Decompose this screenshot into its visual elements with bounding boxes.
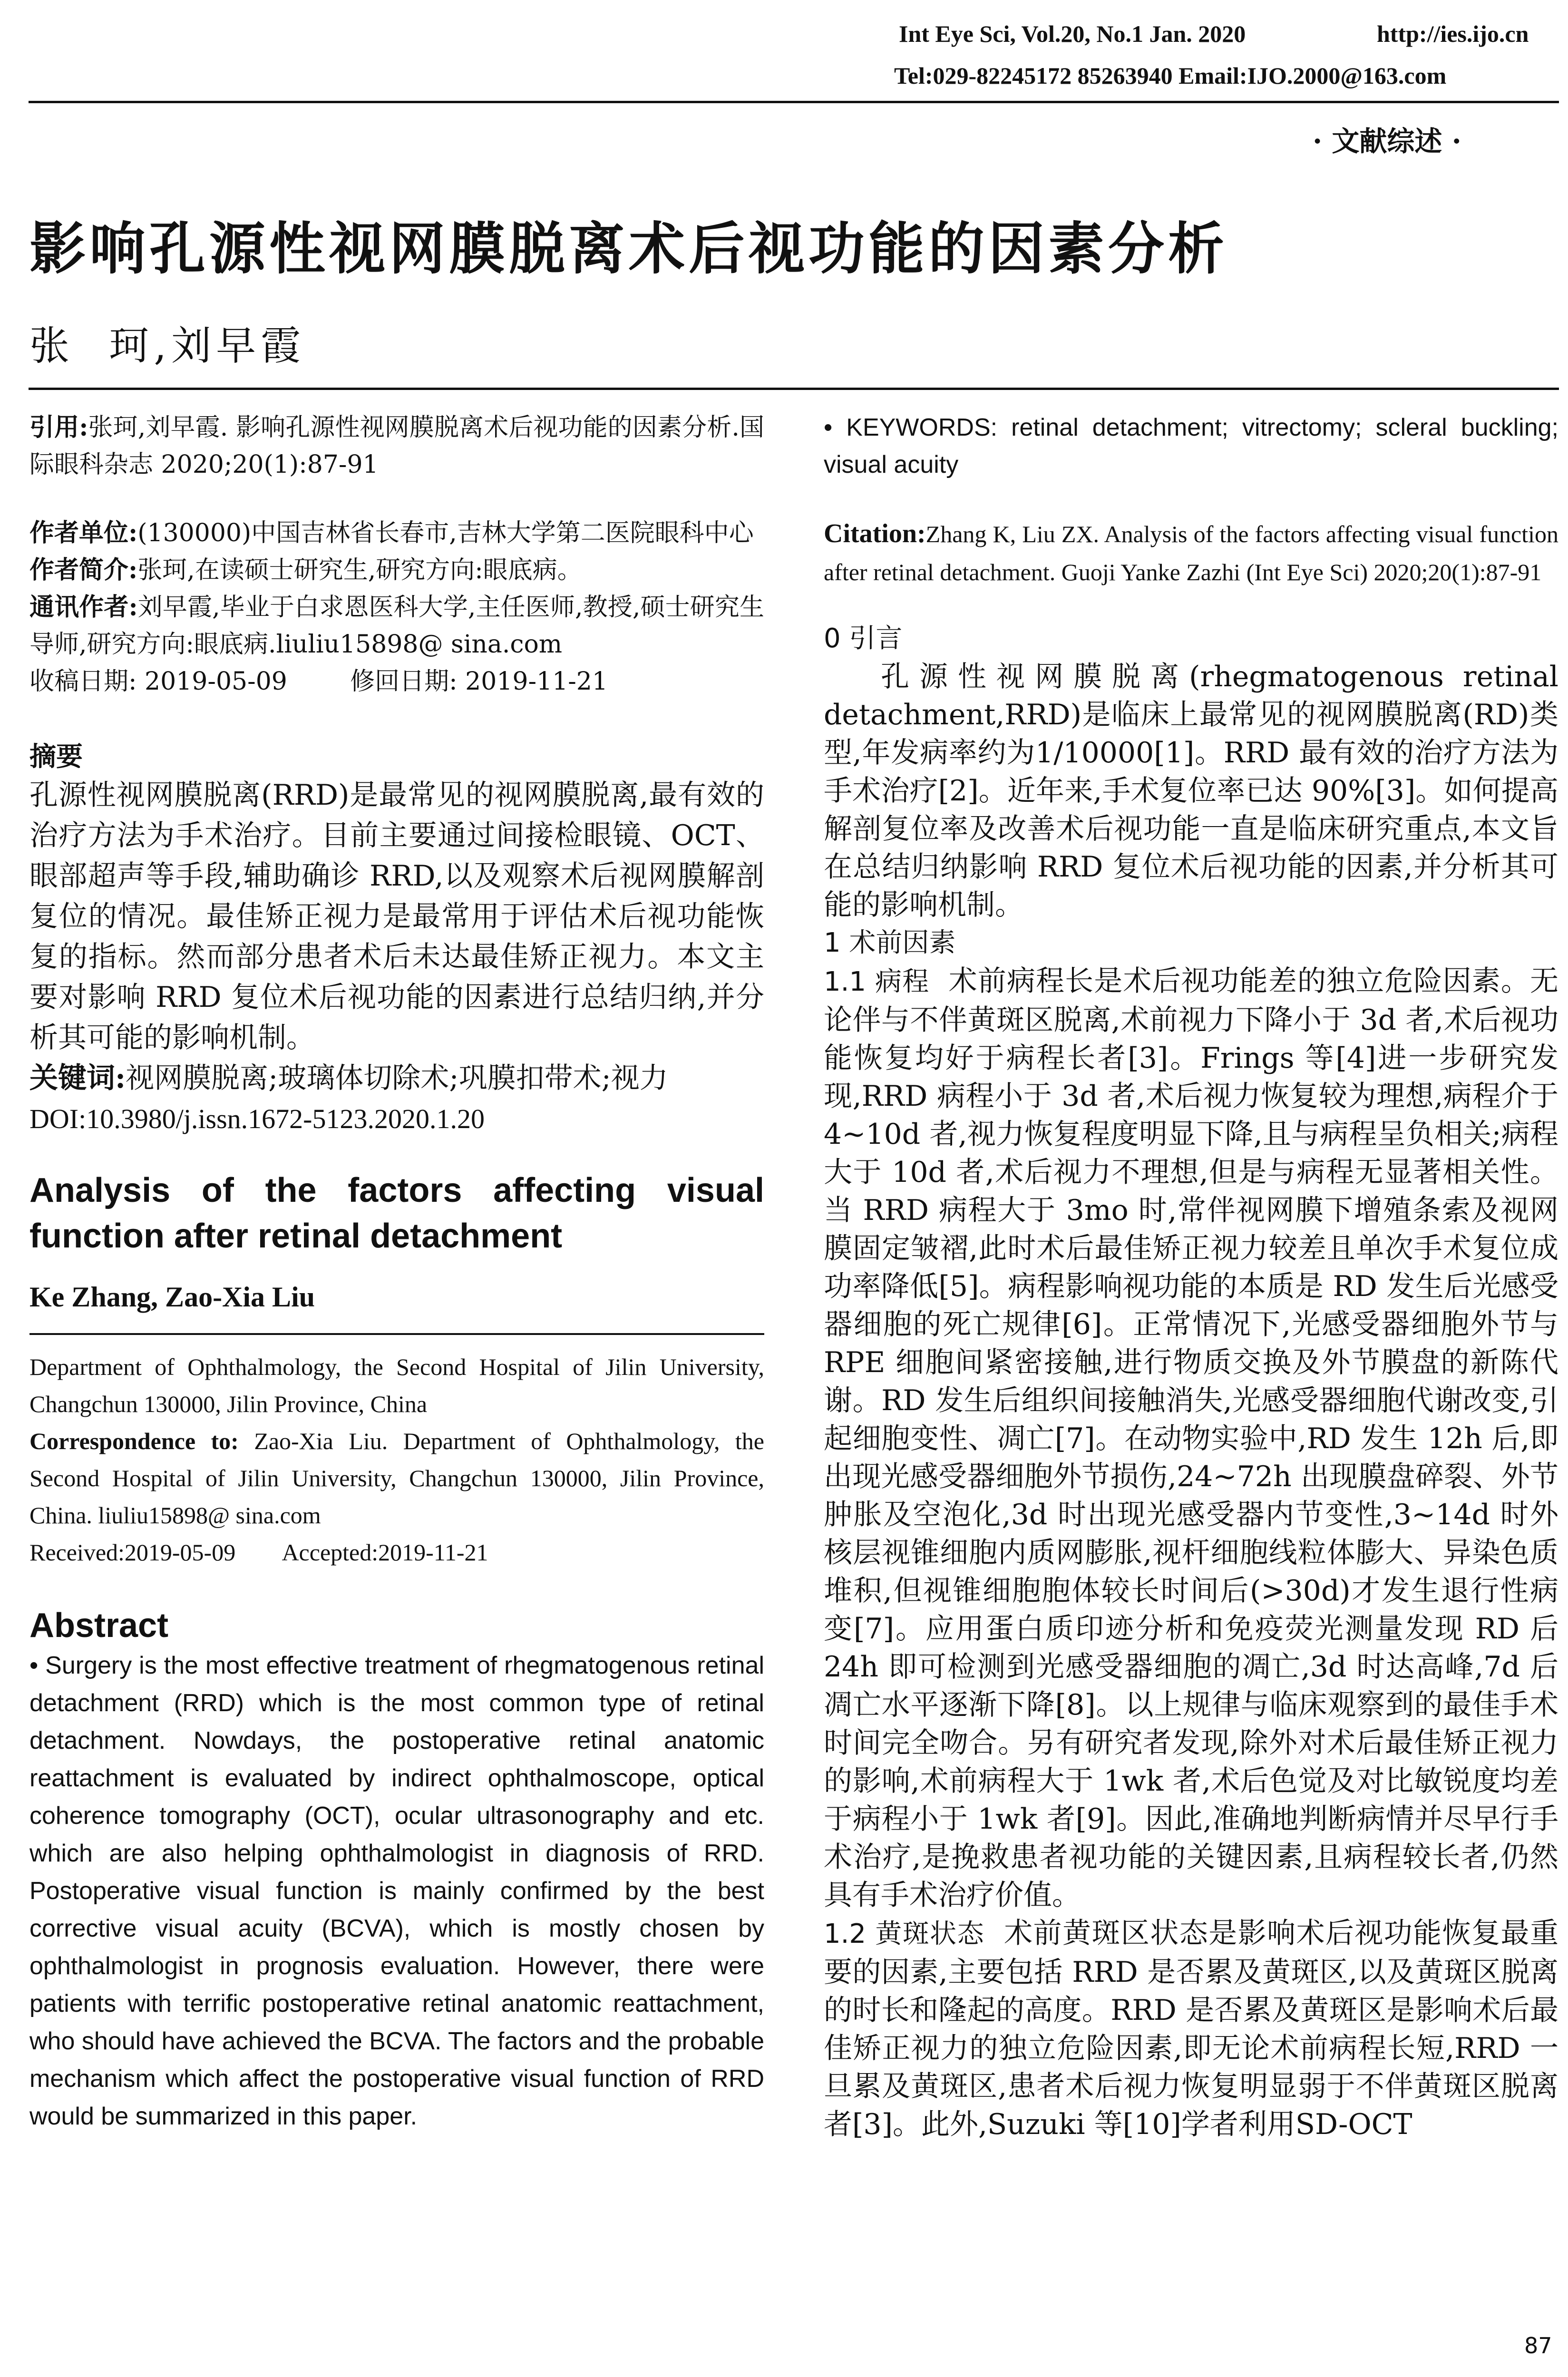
keywords-cn-label: 关键词: [29,1062,126,1095]
affiliation-label: 作者单位: [29,518,138,547]
page-title: 影响孔源性视网膜脱离术后视功能的因素分析 [29,215,1228,282]
citation-cn [29,409,764,483]
header-rule [29,101,1559,103]
correspondence-en-label: Correspondence to: [29,1428,239,1454]
journal-url: http://ies.ijo.cn [1377,20,1529,47]
right-column [824,409,1558,2143]
corresponding-author [29,589,764,663]
subsection-1-1-text: 术前病程长是术后视功能差的独立危险因素。无论伴与不伴黄斑区脱离,术前视力下降小于 3d 者,术后视功能恢复均好于病程长者[3]。Frings 等[4]进一步研究发现,RRD 病程小于 3d 者,术后视力恢复较为理想,病程介于 4~10d 者,视力恢复程度明显下降,且与病程呈负相关;病程大于 10d 者,术后视力不理想,但是与病程无显著相关性。当 RRD 病程大于 3mo 时,常伴视网膜下增殖条索及视网膜固定皱褶,此时术后最佳矫正视力较差且单次手术复位成功率降低[5]。病程影响视功能的本质是 RD 发生后光感受器细胞的死亡规律[6]。正常情况下,光感受器细胞外节与 RPE 细胞间紧密接触,进行物质交换及外节膜盘的新陈代谢。RD 发生后组织间接触消失,光感受器细胞代谢改变,引起细胞变性、凋亡[7]。在动物实验中,RD 发生 12h 后,即出现光感受器细胞外节损伤,24~72h 出现膜盘碎裂、外节肿胀及空泡化,3d 时出现光感受器内节变性,3~14d 时外核层视锥细胞内质网膨胀,视杆细胞线粒体膨大、异染色质堆积,但视锥细胞胞体较长时间后(>30d)才发生退行性病变[7]。应用蛋白质印迹分析和免疫荧光测量发现 RD 后 24h 即可检测到光感受器细胞的凋亡,3d 时达高峰,7d 后凋亡水平逐渐下降[8]。以上规律与临床观察到的最佳手术时间完全吻合。另有研究者发现,除外对术后最佳矫正视力的影响,术前病程大于 1wk 者,术后色觉及对比敏锐度均差于病程小于 1wk 者[9]。因此,准确地判断病情并尽早行手术治疗,是挽救患者视功能的关键因素,且病程较长者,仍然具有手术治疗价值。 [824,964,1558,1912]
left-column [29,409,764,2135]
section-label: · 文献综述 · [1313,125,1461,157]
doi: DOI:10.3980/j.issn.1672-5123.2020.1.20 [29,1103,485,1134]
keywords-en: • KEYWORDS: retinal detachment; vitrectomy; scleral buckling; visual acuity [824,414,1558,478]
author-bio-label: 作者简介: [29,555,138,585]
citation-cn-text: 张珂,刘早霞. 影响孔源性视网膜脱离术后视功能的因素分析.国际眼科杂志 2020;20(1):87-91 [29,413,764,479]
citation-en-text: Zhang K, Liu ZX. Analysis of the factors affecting visual function after retinal detachment. Guoji Yanke Zazhi (Int Eye Sci) 2020;20(1):87-91 [824,521,1558,585]
subsection-1-1-label: 1.1 病程 [824,966,930,997]
affiliation-en: Department of Ophthalmology, the Second Hospital of Jilin University, Changchun 130000, Jilin Province, China [29,1354,764,1417]
citation-en [824,515,1558,591]
received-dates-cn: 收稿日期: 2019-05-09 修回日期: 2019-11-21 [29,667,608,696]
correspondence-en [29,1422,764,1534]
author-bio [29,552,764,589]
keywords-cn-text: 视网膜脱离;玻璃体切除术;巩膜扣带术;视力 [126,1062,668,1095]
title-rule [29,388,1559,390]
affiliation-text: (130000)中国吉林省长春市,吉林大学第二医院眼科中心 [137,519,754,547]
authors-en: Ke Zhang, Zao-Xia Liu [29,1281,315,1313]
abstract-en: • Surgery is the most effective treatment of rhegmatogenous retinal detachment (RRD) which is the most common type of retinal detachment. Nowdays, the postoperative retinal anatomic reattachment is evaluated by indirect ophthalmoscope, optical coherence tomography (OCT), ocular ultrasonography and etc. which are also helping ophthalmologist in diagnosis of RRD. Postoperative visual function is mainly confirmed by the best corrective visual acuity (BCVA), which is mostly chosen by ophthalmologist in prognosis evaluation. However, there were patients with terrific postoperative retinal anatomic reattachment, who should have achieved the BCVA. The factors and the probable mechanism which affect the postoperative visual function of RRD would be summarized in this paper. [29,1652,764,2130]
abstract-en-heading: Abstract [29,1607,169,1645]
journal-info: Int Eye Sci, Vol.20, No.1 Jan. 2020 [899,20,1246,47]
citation-en-label: Citation: [824,519,926,548]
subsection-1-2-label: 1.2 黄斑状态 [824,1919,985,1949]
affiliation-cn [29,515,764,552]
correspondence-en-text: Zao-Xia Liu. Department of Ophthalmology, the Second Hospital of Jilin University, Changchun 130000, Jilin Province, China. liuliu15898@ sina.com [29,1428,764,1529]
page-number: 87 [1524,2333,1552,2358]
journal-contact: Tel:029-82245172 85263940 Email:IJO.2000@163.com [894,62,1447,89]
corresponding-text: 刘早霞,毕业于白求恩医科大学,主任医师,教授,硕士研究生导师,研究方向:眼底病.liuliu15898@ sina.com [29,593,764,659]
corresponding-label: 通讯作者: [29,593,138,622]
citation-cn-label: 引用: [29,413,88,442]
subsection-1-2 [824,1914,1558,2143]
authors-cn: 张 珂,刘早霞 [29,322,306,369]
abstract-cn-heading: 摘要 [29,741,83,772]
section-1-heading: 1 术前因素 [824,927,956,958]
keywords-cn [29,1058,764,1099]
abstract-cn: 孔源性视网膜脱离(RRD)是最常见的视网膜脱离,最有效的治疗方法为手术治疗。目前主要通过间接检眼镜、OCT、眼部超声等手段,辅助确诊 RRD,以及观察术后视网膜解剖复位的情况。最佳矫正视力是最常用于评估术后视功能恢复的指标。然而部分患者术后未达最佳矫正视力。本文主要对影响 RRD 复位术后视功能的因素进行总结归纳,并分析其可能的影响机制。 [29,779,764,1054]
received-dates-en: Received:2019-05-09 Accepted:2019-11-21 [29,1539,488,1566]
section-0-heading: 0 引言 [824,623,903,654]
title-en: Analysis of the factors affecting visual function after retinal detachment [29,1171,764,1255]
intro-paragraph: 孔源性视网膜脱离(rhegmatogenous retinal detachment,RRD)是临床上最常见的视网膜脱离(RD)类型,年发病率约为1/10000[1]。RRD 最有效的治疗方法为手术治疗[2]。近年来,手术复位率已达 90%[3]。如何提高解剖复位率及改善术后视功能一直是临床研究重点,本文旨在总结归纳影响 RRD 复位术后视功能的因素,并分析其可能的影响机制。 [824,660,1558,922]
authors-en-rule [29,1333,764,1335]
subsection-1-1 [824,962,1558,1914]
author-bio-text: 张珂,在读硕士研究生,研究方向:眼底病。 [137,556,582,585]
subsection-1-2-text: 术前黄斑区状态是影响术后视功能恢复最重要的因素,主要包括 RRD 是否累及黄斑区,以及黄斑区脱离的时长和隆起的高度。RRD 是否累及黄斑区是影响术后最佳矫正视力的独立危险因素,即无论术前病程长短,RRD 一旦累及黄斑区,患者术后视力恢复明显弱于不伴黄斑区脱离者[3]。此外,Suzuki 等[10]学者利用SD-OCT [824,1917,1559,2141]
